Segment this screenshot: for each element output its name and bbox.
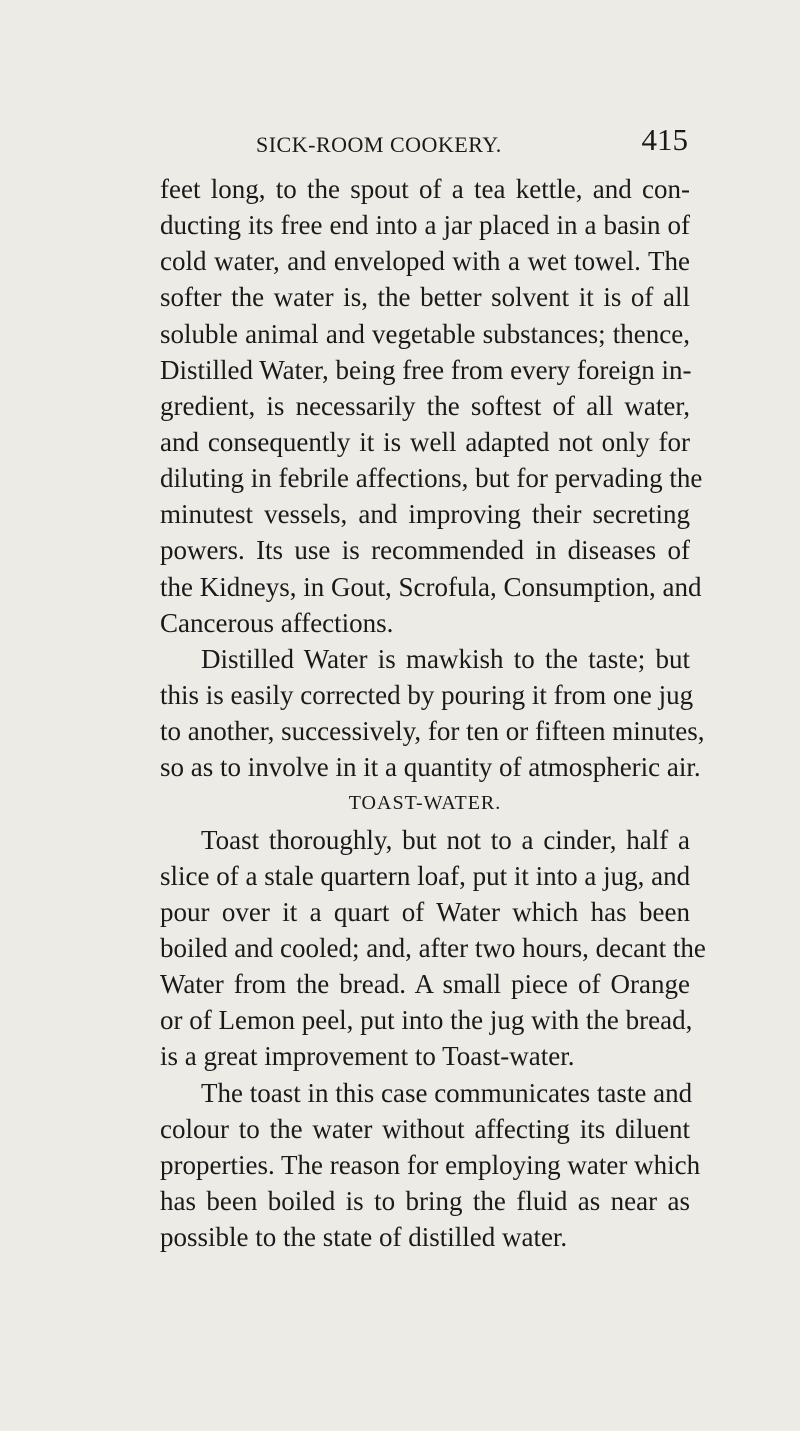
- text-line: feet long, to the spout of a tea kettle, and con-: [160, 174, 690, 204]
- text-line: soluble animal and vegetable substances; thence,: [160, 318, 690, 349]
- text-line: diluting in febrile affections, but for pervading the: [160, 463, 703, 494]
- text-line: properties. The reason for employing water which: [160, 1149, 701, 1180]
- running-title: SICK-ROOM COOKERY.: [256, 132, 502, 157]
- text-line: boiled and cooled; and, after two hours, decant the: [160, 932, 706, 963]
- text-line: Water from the bread. A small piece of Orange: [160, 969, 690, 1000]
- text-line: has been boiled is to bring the fluid as near as: [160, 1185, 690, 1216]
- text-line: the Kidneys, in Gout, Scrofula, Consumption, and: [160, 571, 702, 602]
- text-line: slice of a stale quartern loaf, put it into a jug, and: [160, 860, 691, 891]
- text-line: colour to the water without affecting its diluent: [160, 1113, 690, 1144]
- text-line: gredient, is necessarily the softest of all water,: [160, 390, 690, 421]
- text-line: or of Lemon peel, put into the jug with the bread,: [160, 1005, 693, 1036]
- text-line: to another, successively, for ten or fifteen minutes,: [160, 716, 705, 747]
- body-text: [160, 171, 706, 1255]
- text-line: softer the water is, the better solvent it is of all: [160, 282, 690, 313]
- text-line: and consequently it is well adapted not only for: [160, 426, 690, 457]
- text-line: is a great improvement to Toast-water.: [160, 1041, 575, 1072]
- text-line: ducting its free end into a jar placed in a basin of: [160, 210, 690, 241]
- running-head: [160, 122, 688, 168]
- text-line: Distilled Water is mawkish to the taste; but: [201, 643, 690, 674]
- text-line: powers. Its use is recommended in diseases of: [160, 535, 690, 566]
- section-heading: TOAST-WATER.: [348, 792, 502, 815]
- text-line: The toast in this case communicates taste and: [201, 1077, 693, 1108]
- text-line: this is easily corrected by pouring it from one jug: [160, 679, 694, 710]
- text-line: minutest vessels, and improving their secreting: [160, 499, 690, 530]
- text-line: Cancerous affections.: [160, 607, 394, 638]
- text-line: cold water, and enveloped with a wet towel. The: [160, 246, 690, 277]
- text-line: Toast thoroughly, but not to a cinder, half a: [201, 824, 690, 855]
- text-line: Distilled Water, being free from every foreign in-: [160, 354, 692, 385]
- text-line: possible to the state of distilled water.: [160, 1222, 568, 1253]
- page-number: 415: [641, 122, 688, 157]
- text-line: pour over it a quart of Water which has been: [160, 896, 690, 927]
- text-line: so as to involve in it a quantity of atmospheric air.: [160, 752, 701, 783]
